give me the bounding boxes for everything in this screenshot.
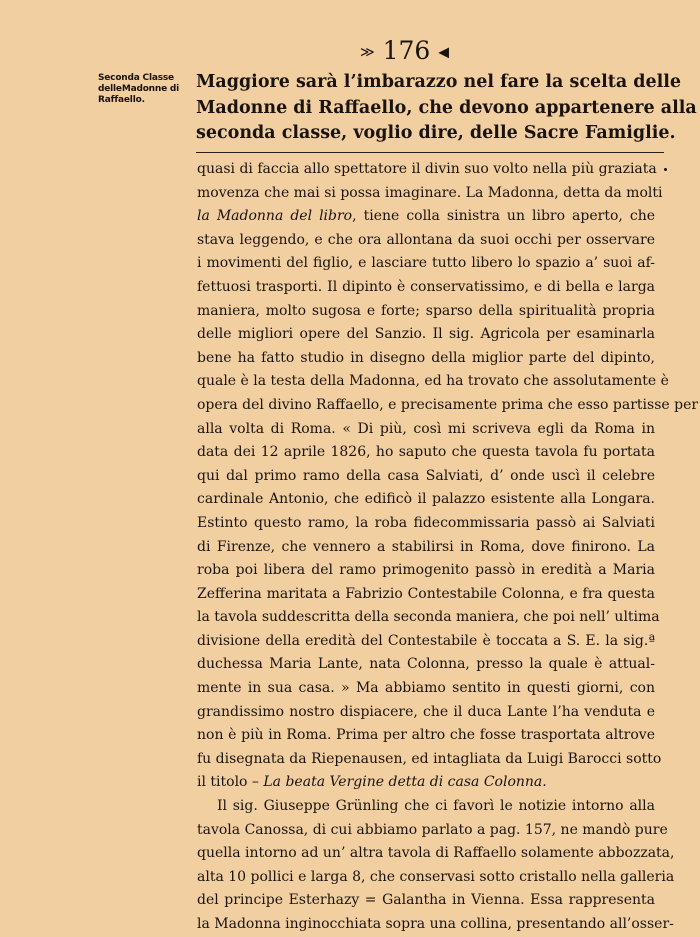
text-line: quale è la testa della Madonna, ed ha trovato che assolutamente è — [197, 373, 669, 390]
text-line: quasi di faccia allo spettatore il divin suo volto nella più graziata — [197, 161, 657, 177]
text-line: maniera, molto sugosa e forte; sparso della spiritualità propria — [197, 302, 655, 319]
text-line: del principe Esterhazy = Galantha in Vienna. Essa rappresenta — [197, 892, 655, 909]
text-line: i movimenti del figlio, e lasciare tutto libero lo spazio a’ suoi af- — [197, 255, 655, 272]
text-line: di Firenze, che vennero a stabilirsi in Roma, dove finirono. La — [197, 538, 655, 555]
text-line: data dei 12 aprile 1826, ho saputo che questa tavola fu portata — [197, 444, 655, 461]
text-line: alta 10 pollici e larga 8, che conservasi sotto cristallo nella galleria — [197, 868, 675, 885]
text-line — [197, 771, 655, 795]
ornament-left-icon: ≫ — [360, 44, 375, 61]
text-line: movenza che mai si possa imaginare. La Madonna, detta da molti — [197, 184, 663, 201]
text-line: Estinto questo ramo, la roba fidecommissaria passò ai Salviati — [197, 514, 655, 531]
text-line: delle migliori opere del Sanzio. Il sig. Agricola per esaminarla — [197, 326, 655, 343]
text-line: quella intorno ad un’ altra tavola di Raffaello solamente abbozzata, — [197, 845, 675, 862]
text-line: la tavola suddescritta della seconda maniera, che poi nell’ ultima — [197, 609, 660, 626]
text-line: opera del divino Raffaello, e precisamente prima che esso partisse per — [197, 396, 699, 413]
ornament-right-icon: ◀ — [438, 44, 450, 61]
text-line: bene ha fatto studio in disegno della miglior parte del dipinto, — [197, 349, 655, 366]
stray-mark — [664, 168, 667, 171]
text-line: roba poi libera del ramo primogenito passò in eredità a Maria — [197, 562, 655, 579]
text-line: qui dal primo ramo della casa Salviati, d’ onde uscì il celebre — [197, 467, 655, 484]
text-span: , tiene colla sinistra un libro aperto, che — [352, 208, 656, 225]
text-line: fu disegnata da Riepenausen, ed intagliata da Luigi Barocci sotto — [197, 750, 662, 767]
text-line: tavola Canossa, di cui abbiamo parlato a pag. 157, ne mandò pure — [197, 821, 668, 838]
text-line: duchessa Maria Lante, nata Colonna, presso la quale è attual- — [197, 656, 655, 673]
text-line: stava leggendo, e che ora allontana da suoi occhi per osservare — [197, 231, 655, 248]
margin-note — [98, 73, 180, 106]
text-line: alla volta di Roma. « Di più, così mi scriveva egli da Roma in — [197, 420, 655, 437]
section-heading — [196, 70, 697, 147]
italic-title: la Madonna del libro — [197, 208, 353, 225]
text-line: cardinale Antonio, che edificò il palazzo esistente alla Longara. — [197, 491, 655, 508]
page-number — [360, 36, 480, 68]
italic-title: La beata Vergine detta di casa Colonna. — [263, 774, 547, 791]
text-line: mente in sua casa. » Ma abbiamo sentito in questi giorni, con — [197, 680, 655, 697]
text-line: Il sig. Giuseppe Grünling che ci favorì le notizie intorno alla — [217, 798, 655, 815]
text-line — [197, 205, 655, 229]
heading-line: Maggiore sarà l’imbarazzo nel fare la scelta delle — [196, 72, 682, 92]
text-span: il titolo – — [197, 774, 264, 791]
margin-note-line: Raffaello. — [98, 95, 145, 105]
margin-note-line: delleMadonne di — [98, 84, 180, 94]
text-line: non è più in Roma. Prima per altro che fosse trasportata altrove — [197, 727, 655, 744]
page-number-value: 176 — [382, 36, 431, 65]
text-line: grandissimo nostro dispiacere, che il duca Lante l’ha venduta e — [197, 703, 655, 720]
margin-note-line: Seconda Classe — [98, 73, 174, 83]
text-line: divisione della eredità del Contestabile è toccata a S. E. la sig.ª — [197, 632, 655, 649]
heading-line: Madonne di Raffaello, che devono appartenere alla — [196, 97, 697, 118]
body-text — [197, 158, 699, 937]
heading-line: seconda classe, voglio dire, delle Sacre Famiglie. — [196, 123, 676, 143]
text-line: la Madonna inginocchiata sopra una collina, presentando all’osser- — [197, 916, 674, 932]
divider-rule — [196, 152, 664, 153]
text-line: fettuosi trasporti. Il dipinto è conservatissimo, e di bella e larga — [197, 278, 655, 295]
text-line: Zefferina maritata a Fabrizio Contestabile Colonna, e fra questa — [197, 585, 655, 602]
